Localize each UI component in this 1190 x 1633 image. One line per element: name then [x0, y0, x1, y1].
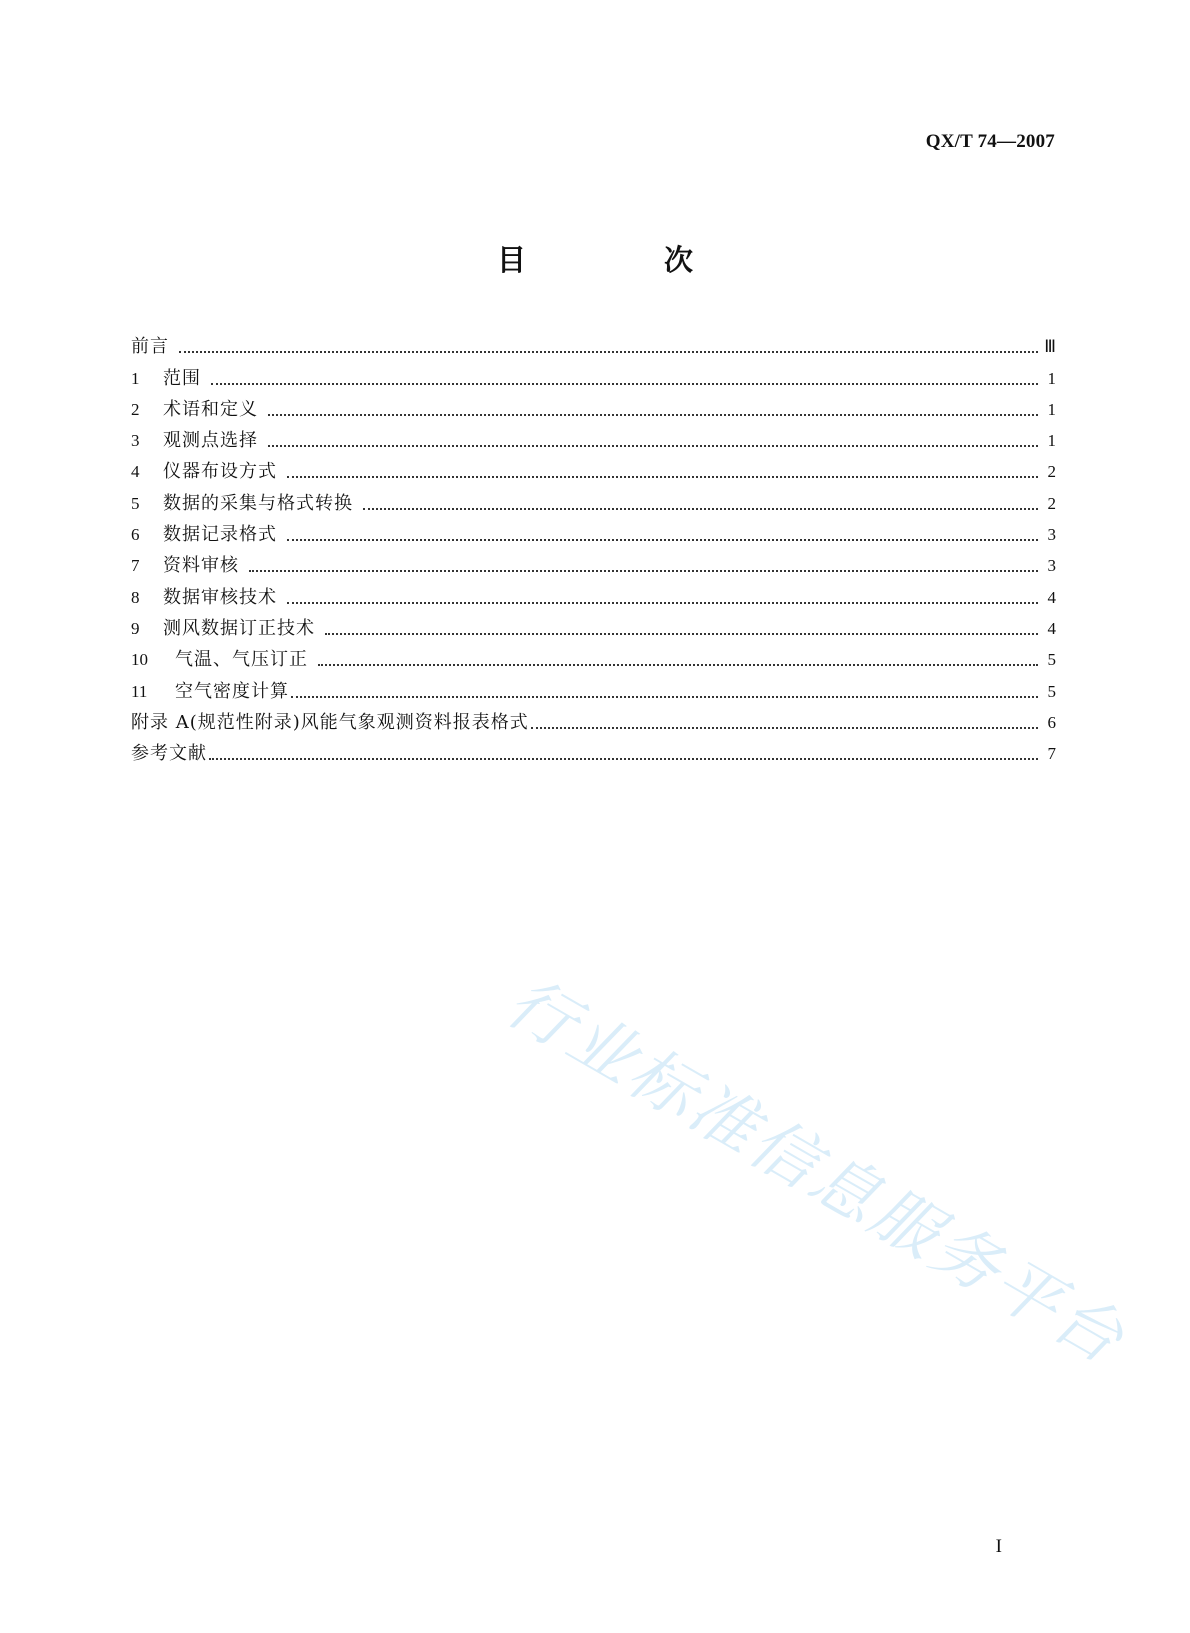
page-title: 目 次: [496, 243, 758, 277]
watermark: 行业标准信息服务平台: [494, 962, 1139, 1380]
standard-code: QX/T 74—2007: [925, 131, 1055, 152]
page-number: I: [995, 1536, 1002, 1557]
toc-entry-label: 范围: [163, 367, 201, 389]
toc-entry-label: 测风数据订正技术: [163, 617, 315, 639]
toc-entry-label: 附录 A(规范性附录)风能气象观测资料报表格式: [131, 711, 529, 733]
toc-entry-number: 9: [131, 618, 140, 638]
toc-entry-number: 10: [131, 650, 148, 670]
toc-entry-number: 4: [131, 462, 140, 482]
toc-leader: [268, 414, 1038, 416]
toc-entry-7[interactable]: [131, 547, 1056, 578]
toc-leader: [531, 727, 1038, 729]
toc-leader: [209, 758, 1038, 760]
toc-leader: [287, 476, 1038, 478]
toc-entry-2[interactable]: [131, 391, 1056, 422]
toc-entry-page: 2: [1047, 462, 1056, 482]
toc-entry-number: 11: [131, 681, 148, 701]
toc-entry-page: Ⅲ: [1044, 337, 1056, 357]
toc-entry-11[interactable]: [131, 672, 1056, 703]
toc-entry-6[interactable]: [131, 516, 1056, 547]
toc-entry-number: 6: [131, 525, 140, 545]
toc-entry-page: 5: [1047, 650, 1056, 670]
toc-entry-5[interactable]: [131, 484, 1056, 515]
toc-entry-label: 前言: [131, 336, 169, 358]
toc-entry-label: 仪器布设方式: [163, 461, 277, 483]
toc-entry-number: 2: [131, 399, 140, 419]
toc-entry-10[interactable]: [131, 641, 1056, 672]
toc-leader: [179, 351, 1038, 353]
toc-leader: [249, 570, 1038, 572]
toc-entry-4[interactable]: [131, 453, 1056, 484]
toc-entry-label: 气温、气压订正: [175, 649, 308, 671]
toc-leader: [287, 539, 1038, 541]
toc-entry-number: 8: [131, 587, 140, 607]
toc-entry-8[interactable]: [131, 578, 1056, 609]
toc-entry-page: 5: [1047, 681, 1056, 701]
toc-entry-label: 资料审核: [163, 555, 239, 577]
toc-entry-page: 4: [1047, 618, 1056, 638]
toc-entry-references[interactable]: [131, 735, 1056, 766]
toc-entry-3[interactable]: [131, 422, 1056, 453]
toc-entry-page: 3: [1047, 556, 1056, 576]
toc-entry-page: 3: [1047, 525, 1056, 545]
toc-entry-label: 术语和定义: [163, 398, 258, 420]
toc-entry-page: 7: [1047, 744, 1056, 764]
toc-entry-label: 数据记录格式: [163, 524, 277, 546]
toc-entry-appendix-a[interactable]: [131, 704, 1056, 735]
toc-entry-number: 1: [131, 368, 140, 388]
toc-entry-page: 1: [1047, 368, 1056, 388]
toc-leader: [287, 602, 1038, 604]
toc-entry-9[interactable]: [131, 610, 1056, 641]
toc-entry-label: 空气密度计算: [175, 680, 289, 702]
toc-entry-page: 1: [1047, 399, 1056, 419]
toc-entry-page: 4: [1047, 587, 1056, 607]
toc-entry-page: 1: [1047, 431, 1056, 451]
toc-entry-number: 5: [131, 493, 140, 513]
toc-entry-label: 参考文献: [131, 743, 207, 765]
toc-leader: [211, 383, 1038, 385]
toc-entry-page: 2: [1047, 493, 1056, 513]
toc-entry-number: 3: [131, 431, 140, 451]
toc-entry-page: 6: [1047, 712, 1056, 732]
toc-leader: [363, 508, 1038, 510]
toc-entry-label: 数据的采集与格式转换: [163, 492, 353, 514]
toc-leader: [318, 664, 1038, 666]
toc-leader: [268, 445, 1038, 447]
toc-leader: [325, 633, 1038, 635]
toc-entry-label: 数据审核技术: [163, 586, 277, 608]
toc-entry-preface[interactable]: [131, 328, 1056, 359]
toc-leader: [291, 696, 1038, 698]
toc-entry-label: 观测点选择: [163, 430, 258, 452]
table-of-contents: [131, 328, 1056, 766]
toc-entry-number: 7: [131, 556, 140, 576]
toc-entry-1[interactable]: [131, 359, 1056, 390]
